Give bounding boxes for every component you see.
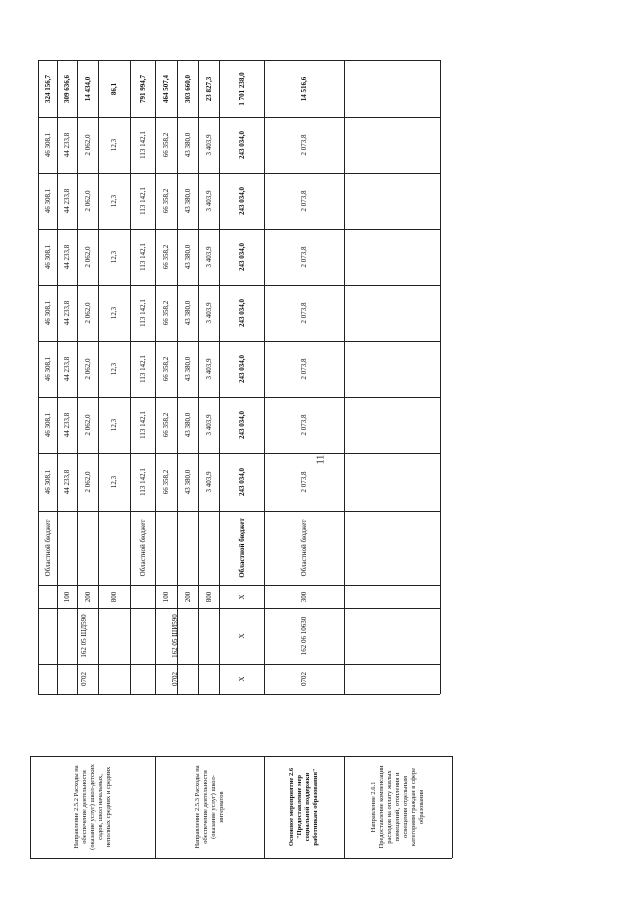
row-description: Направление 2.5.3 Расходы на обеспечение деятельности (оказание услуг) школ-интернатов <box>193 765 225 849</box>
table-rule <box>344 60 345 694</box>
value-cell: 46 308,1 <box>43 244 52 270</box>
value-cell: 43 380,0 <box>183 356 192 382</box>
expense-type-cell: 300 <box>300 591 308 602</box>
program-code-cell: 162 06 10630 <box>300 616 308 656</box>
value-cell: 2 073,8 <box>300 471 308 493</box>
table-rule <box>98 60 99 694</box>
table-rule <box>30 756 31 858</box>
value-cell: 243 034,0 <box>237 468 246 496</box>
value-cell: 3 403,9 <box>204 246 213 268</box>
table-rule <box>38 229 440 230</box>
value-cell: 113 142,1 <box>138 355 147 383</box>
value-cell: 113 142,1 <box>138 243 147 271</box>
value-cell: 44 233,8 <box>63 244 71 270</box>
sum-cell: 1 701 238,0 <box>237 71 246 106</box>
budget-label: Областной бюджет <box>237 518 246 578</box>
value-cell: 113 142,1 <box>138 411 147 439</box>
sum-cell: 309 636,6 <box>63 74 71 103</box>
value-cell: 66 358,2 <box>162 412 170 438</box>
table-rule <box>38 511 440 512</box>
value-cell: 46 308,1 <box>43 356 52 382</box>
expense-type-cell: 200 <box>83 591 92 602</box>
page-number: 11 <box>315 454 327 465</box>
value-cell: 113 142,1 <box>138 299 147 327</box>
expense-type-cell: 800 <box>204 591 213 602</box>
value-cell: 66 358,2 <box>162 300 170 326</box>
value-cell: 243 034,0 <box>237 187 246 215</box>
value-cell: 43 380,0 <box>183 469 192 495</box>
value-cell: 46 308,1 <box>43 188 52 214</box>
expense-type-cell: Х <box>237 593 246 600</box>
value-cell: 12,3 <box>110 306 118 320</box>
expense-type-cell: 200 <box>183 591 192 602</box>
table-rule <box>38 60 440 61</box>
budget-label: Областной бюджет <box>300 519 308 577</box>
value-cell: 2 073,8 <box>300 358 308 380</box>
expense-type-cell: 800 <box>110 591 118 602</box>
table-rule <box>219 60 220 694</box>
table-rule <box>30 756 452 757</box>
value-cell: 113 142,1 <box>138 187 147 215</box>
section-code-cell: 0702 <box>300 672 308 686</box>
table-rule <box>38 285 440 286</box>
value-cell: 12,3 <box>110 475 118 489</box>
expense-type-cell: 100 <box>162 591 170 602</box>
table-rule <box>38 397 440 398</box>
value-cell: 113 142,1 <box>138 131 147 159</box>
value-cell: 3 403,9 <box>204 190 213 212</box>
table-rule <box>130 60 131 694</box>
value-cell: 2 062,0 <box>83 302 92 324</box>
value-cell: 113 142,1 <box>138 468 147 496</box>
value-cell: 46 308,1 <box>43 469 52 495</box>
value-cell: 3 403,9 <box>204 302 213 324</box>
sum-cell: 23 827,3 <box>204 76 213 101</box>
value-cell: 2 062,0 <box>83 414 92 436</box>
table-rule <box>38 664 440 665</box>
value-cell: 2 073,8 <box>300 190 308 212</box>
table-rule <box>344 756 345 858</box>
value-cell: 2 062,0 <box>83 471 92 493</box>
table-rule <box>57 60 58 694</box>
sum-cell: 464 507,4 <box>162 74 170 103</box>
table-rule <box>38 453 440 454</box>
value-cell: 2 073,8 <box>300 246 308 268</box>
value-cell: 2 073,8 <box>300 414 308 436</box>
value-cell: 44 233,8 <box>63 132 71 158</box>
table-rule <box>177 60 178 694</box>
value-cell: 2 062,0 <box>83 190 92 212</box>
value-cell: 243 034,0 <box>237 411 246 439</box>
table-rule <box>77 60 78 694</box>
value-cell: 243 034,0 <box>237 243 246 271</box>
value-cell: 2 062,0 <box>83 246 92 268</box>
value-cell: 243 034,0 <box>237 299 246 327</box>
value-cell: 3 403,9 <box>204 471 213 493</box>
table-rule <box>452 756 453 858</box>
value-cell: 12,3 <box>110 362 118 376</box>
sum-cell: 14 516,6 <box>300 76 308 101</box>
table-rule <box>198 60 199 694</box>
value-cell: 243 034,0 <box>237 131 246 159</box>
table-rule <box>264 60 265 694</box>
value-cell: 66 358,2 <box>162 469 170 495</box>
value-cell: 43 380,0 <box>183 244 192 270</box>
row-description: Основное мероприятие 2.6 "Предоставление мер социальной поддержки работникам образования" <box>288 767 319 847</box>
section-code-cell: Х <box>237 676 246 682</box>
sum-cell: 86,1 <box>110 82 118 95</box>
program-code-cell: Х <box>237 633 246 639</box>
value-cell: 46 308,1 <box>43 132 52 158</box>
value-cell: 44 233,8 <box>63 469 71 495</box>
value-cell: 12,3 <box>110 138 118 152</box>
value-cell: 12,3 <box>110 418 118 432</box>
sum-cell: 303 660,0 <box>183 74 192 103</box>
value-cell: 43 380,0 <box>183 132 192 158</box>
value-cell: 44 233,8 <box>63 356 71 382</box>
value-cell: 12,3 <box>110 250 118 264</box>
table-rule <box>440 60 441 694</box>
value-cell: 2 062,0 <box>83 134 92 156</box>
section-code-cell: 0702 <box>80 672 88 686</box>
table-rule <box>38 173 440 174</box>
value-cell: 66 358,2 <box>162 244 170 270</box>
section-code-cell: 0702 <box>170 672 179 686</box>
sum-cell: 14 434,0 <box>83 76 92 101</box>
sum-cell: 324 156,7 <box>43 74 52 103</box>
value-cell: 66 358,2 <box>162 356 170 382</box>
value-cell: 2 062,0 <box>83 358 92 380</box>
table-rule <box>38 694 440 695</box>
value-cell: 44 233,8 <box>63 300 71 326</box>
table-rule <box>155 60 156 694</box>
value-cell: 44 233,8 <box>63 188 71 214</box>
table-rule <box>38 585 440 586</box>
table-rule <box>38 60 39 694</box>
value-cell: 2 073,8 <box>300 134 308 156</box>
value-cell: 46 308,1 <box>43 412 52 438</box>
value-cell: 46 308,1 <box>43 300 52 326</box>
table-rule <box>38 341 440 342</box>
budget-label: Областной бюджет <box>43 519 52 577</box>
value-cell: 3 403,9 <box>204 358 213 380</box>
table-rule <box>155 756 156 858</box>
expense-type-cell: 100 <box>63 591 71 602</box>
value-cell: 66 358,2 <box>162 132 170 158</box>
value-cell: 3 403,9 <box>204 134 213 156</box>
table-rule <box>264 756 265 858</box>
value-cell: 43 380,0 <box>183 188 192 214</box>
value-cell: 43 380,0 <box>183 412 192 438</box>
value-cell: 66 358,2 <box>162 188 170 214</box>
program-code-cell: 162 05 ШИ590 <box>170 614 179 658</box>
table-rule <box>38 608 440 609</box>
row-description: Направление 2.6.1 Предоставление компенсации расходов на оплату жилых помещений, отопления и освещения отдельным категориям граждан в сфере образования <box>370 765 425 849</box>
sum-cell: 791 994,7 <box>138 74 147 103</box>
table-rule <box>30 858 452 859</box>
value-cell: 44 233,8 <box>63 412 71 438</box>
value-cell: 3 403,9 <box>204 414 213 436</box>
table-rule <box>38 117 440 118</box>
value-cell: 12,3 <box>110 194 118 208</box>
value-cell: 2 073,8 <box>300 302 308 324</box>
row-description: Направление 2.5.2 Расходы на обеспечение деятельности (оказание услуг) школ-детских садов, школ начальных, неполных средних и средних <box>72 764 112 850</box>
value-cell: 43 380,0 <box>183 300 192 326</box>
value-cell: 243 034,0 <box>237 355 246 383</box>
program-code-cell: 162 05 ШД590 <box>80 614 88 658</box>
budget-label: Областной бюджет <box>138 519 147 577</box>
